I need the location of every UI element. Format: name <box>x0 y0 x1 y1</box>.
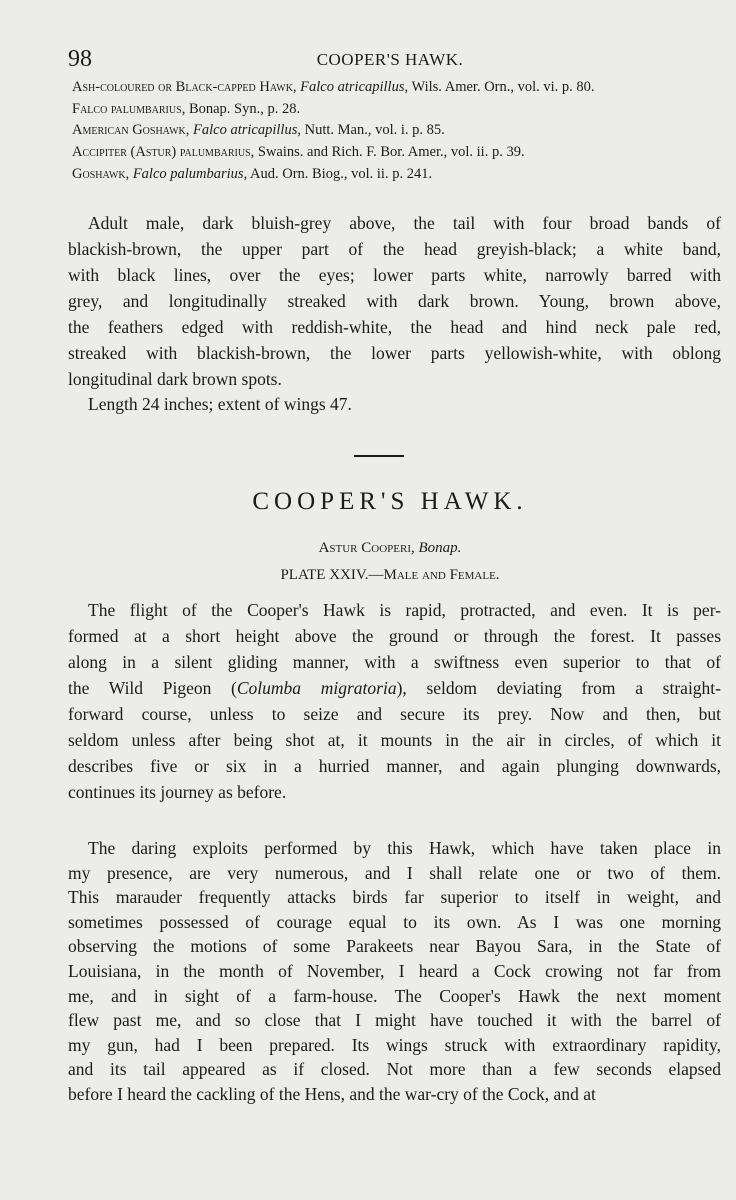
page-number: 98 <box>68 46 92 72</box>
small-caps-text: American Goshawk <box>72 122 186 139</box>
text-segment: PLATE XXIV.— <box>280 567 384 583</box>
small-caps-text: Accipiter (Astur) palumbarius <box>72 144 251 161</box>
scientific-name <box>0 540 736 557</box>
text-segment: along in a silent gliding manner, with a swiftness even superior to that of <box>68 652 721 672</box>
text-segment: , Nutt. Man., vol. i. p. 85. <box>297 122 445 139</box>
text-line <box>88 600 721 621</box>
text-line <box>68 756 721 777</box>
italic-text: Falco atricapillus <box>300 79 405 95</box>
text-segment: grey, and longitudinally streaked with dark brown. Young, brown above, <box>68 291 721 311</box>
text-line <box>68 343 721 364</box>
small-caps-text: Goshawk <box>72 165 126 182</box>
text-segment: describes five or six in a hurried manner, and again plunging downwards, <box>68 756 721 776</box>
text-line <box>88 394 721 415</box>
text-segment: Adult male, dark bluish-grey above, the tail with four broad bands of <box>88 213 721 233</box>
text-segment: Length 24 inches; extent of wings 47. <box>88 394 352 414</box>
text-segment: flew past me, and so close that I might have touched it with the barrel of <box>68 1010 721 1031</box>
text-segment: my gun, had I been prepared. Its wings struck with extraordinary rapidity, <box>68 1034 721 1055</box>
text-line <box>68 986 721 1007</box>
text-line <box>68 1084 721 1105</box>
text-line <box>68 1010 721 1031</box>
small-caps-text: Falco palumbarius <box>72 100 182 117</box>
text-line <box>68 239 721 260</box>
text-line <box>68 291 721 312</box>
section-divider <box>354 455 404 457</box>
text-segment: forward course, unless to seize and secure its prey. Now and then, but <box>68 704 721 724</box>
text-line <box>68 704 721 725</box>
text-line <box>68 912 721 933</box>
small-caps-text: Ash-coloured or Black-capped Hawk <box>72 79 293 95</box>
text-segment: blackish-brown, the upper part of the head greyish-black; a white band, <box>68 239 721 259</box>
text-line <box>68 961 721 982</box>
chapter-title: COOPER'S HAWK. <box>252 488 528 515</box>
text-line <box>68 1035 721 1056</box>
text-line <box>68 1059 721 1080</box>
text-segment: and its tail appeared as if closed. Not more than a few seconds elapsed <box>68 1059 721 1080</box>
text-segment: longitudinal dark brown spots. <box>68 369 282 389</box>
text-line <box>68 782 721 803</box>
text-segment: observing the motions of some Parakeets near Bayou Sara, in the State of <box>68 936 721 957</box>
text-segment: my presence, are very numerous, and I shall relate one or two of them. <box>68 862 721 883</box>
text-segment: Louisiana, in the month of November, I heard a Cock crowing not far from <box>68 961 721 981</box>
text-segment: sometimes possessed of courage equal to its own. As I was one morning <box>68 911 721 932</box>
text-line <box>68 730 721 751</box>
text-segment: , Aud. Orn. Biog., vol. ii. p. 241. <box>243 165 433 182</box>
text-segment: streaked with blackish-brown, the lower parts yellowish-white, with oblong <box>68 343 721 363</box>
text-segment: formed at a short height above the ground or through the forest. It passes <box>68 626 721 646</box>
text-segment: with black lines, over the eyes; lower parts white, narrowly barred with <box>68 265 721 285</box>
text-line <box>68 936 721 957</box>
italic-text: Falco atricapillus <box>193 122 298 139</box>
text-segment: the feathers edged with reddish-white, the head and hind neck pale red, <box>68 317 721 337</box>
italic-text: Columba migratoria <box>236 678 397 698</box>
synonym-entry <box>72 122 445 139</box>
text-segment: The flight of the Cooper's Hawk is rapid, protracted, and even. It is per- <box>88 600 721 620</box>
text-segment: seldom unless after being shot at, it mounts in the air in circles, of which it <box>68 730 721 750</box>
text-line <box>68 265 721 286</box>
text-line <box>68 652 721 673</box>
text-line <box>68 626 721 647</box>
text-line <box>68 317 721 338</box>
text-segment: The daring exploits performed by this Hawk, which have taken place in <box>88 838 721 858</box>
italic-text: Bonap. <box>418 540 462 556</box>
text-segment: the Wild Pigeon ( <box>68 678 237 698</box>
text-segment: continues its journey as before. <box>68 782 287 802</box>
small-caps-text: Astur Cooperi <box>318 540 411 556</box>
italic-text: Falco palumbarius <box>132 165 244 182</box>
text-segment: ), seldom deviating from a straight- <box>396 678 721 698</box>
text-line <box>88 213 721 234</box>
text-segment: , <box>292 79 301 95</box>
plate-caption <box>0 567 736 584</box>
synonym-entry <box>72 144 525 161</box>
text-segment: , Swains. and Rich. F. Bor. Amer., vol. ii. p. 39. <box>250 144 525 161</box>
running-head: COOPER'S HAWK. <box>316 50 464 69</box>
small-caps-text: Male and Female. <box>383 567 500 583</box>
text-segment: This marauder frequently attacks birds far superior to itself in weight, and <box>68 887 721 908</box>
synonym-entry <box>72 166 432 183</box>
text-segment: me, and in sight of a farm-house. The Cooper's Hawk the next moment <box>68 985 721 1006</box>
synonym-entry <box>72 101 300 118</box>
text-line <box>68 678 721 699</box>
text-line <box>68 863 721 884</box>
text-line <box>88 838 721 859</box>
synonym-entry <box>72 79 595 96</box>
text-segment: , <box>185 122 194 139</box>
text-line <box>68 887 721 908</box>
text-segment: , Bonap. Syn., p. 28. <box>181 100 301 117</box>
text-segment: , <box>125 165 133 182</box>
text-segment: , <box>411 540 419 556</box>
text-line <box>68 369 721 390</box>
text-segment: , Wils. Amer. Orn., vol. vi. p. 80. <box>404 79 595 95</box>
text-segment: before I heard the cackling of the Hens, and the war-cry of the Cock, and at <box>68 1084 596 1104</box>
